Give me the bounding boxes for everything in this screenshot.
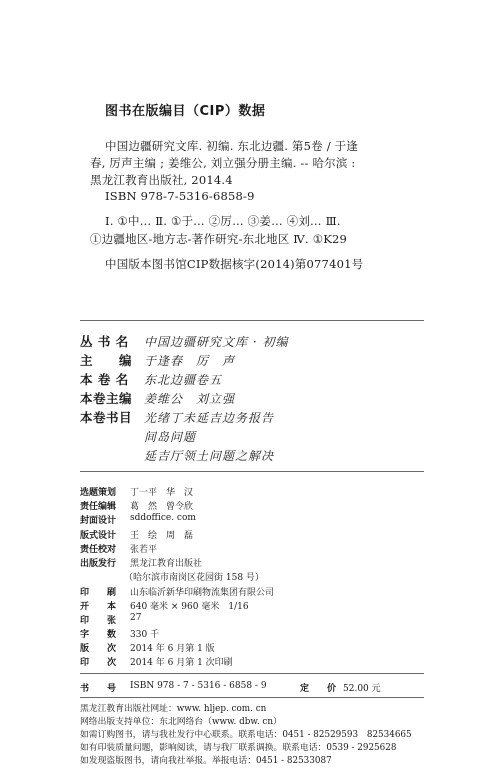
credit-value: 330 千 — [130, 630, 160, 640]
volume-editor-value: 姜维公 刘立强 — [144, 392, 236, 406]
credit-label: 责任校对 — [80, 545, 117, 555]
credit-value: 27 — [130, 613, 142, 623]
series-label: 丛 书 名 — [80, 334, 129, 349]
cip-title: 图书在版编目（CIP）数据 — [105, 104, 266, 119]
price-label: 定 价 — [300, 684, 337, 694]
credit-label: 印 刷 — [80, 588, 117, 598]
credit-label: 选题策划 — [80, 488, 117, 498]
divider-isbn-top — [80, 673, 424, 674]
credit-value: 2014 年 6 月第 1 次印刷 — [130, 658, 233, 668]
credit-label: 版 次 — [80, 644, 117, 654]
credit-label: 版式设计 — [80, 531, 117, 541]
credit-value: 黑龙江教育出版社 — [130, 559, 203, 569]
isbn-value: ISBN 978 - 7 - 5316 - 6858 - 9 — [130, 681, 267, 691]
credit-value: 王 绘 周 磊 — [130, 531, 194, 541]
footer-line: 网络出版支持单位：东北网络台（www. dbw. cn） — [80, 717, 282, 727]
contents-label: 本卷书目 — [80, 410, 133, 425]
cip-line-2: 春, 厉声主编 ; 姜维公, 刘立强分册主编. -- 哈尔滨 : — [90, 156, 356, 170]
credit-label: 责任编辑 — [80, 502, 117, 512]
footer-line: 如发现盗版图书，请向我社举报。举报电话：0451 - 82533087 — [80, 756, 332, 766]
cip-line-4: ISBN 978-7-5316-6858-9 — [105, 189, 255, 203]
volume-label: 本 卷 名 — [80, 372, 129, 387]
cip-line-1: 中国边疆研究文库. 初编. 东北边疆. 第5卷 / 于逢 — [105, 139, 359, 153]
isbn-label: 书 号 — [80, 684, 117, 694]
credit-label: 印 张 — [80, 616, 117, 626]
credit-label: 印 次 — [80, 658, 117, 668]
cip-line-6: ①边疆地区-地方志-著作研究-东北地区 Ⅳ. ①K29 — [90, 232, 348, 246]
cip-line-7: 中国版本图书馆CIP数据核字(2014)第077401号 — [105, 257, 364, 271]
credit-label: 出版发行 — [80, 559, 117, 569]
editor-value: 于逢春 厉 声 — [144, 354, 236, 368]
credit-value: 丁一平 华 汉 — [130, 488, 194, 498]
divider-mid — [80, 471, 424, 472]
credit-value: 2014 年 6 月第 1 版 — [130, 644, 215, 654]
credit-value: sddoffice. com — [130, 513, 196, 523]
credit-label: 开 本 — [80, 602, 117, 612]
cip-line-3: 黑龙江教育出版社, 2014.4 — [90, 173, 233, 187]
publisher-address: （哈尔滨市南岗区花园街 158 号） — [124, 573, 264, 583]
credit-value: 山东临沂新华印刷物流集团有限公司 — [130, 588, 275, 598]
contents-item-1: 光绪丁未延吉边务报告 — [144, 411, 275, 425]
price-value: 52.00 元 — [343, 684, 381, 694]
footer-line: 如需订购图书，请与我社发行中心联系。联系电话：0451 - 82529593 82534665 — [80, 730, 412, 740]
credit-label: 字 数 — [80, 630, 117, 640]
contents-item-3: 延吉厅领土问题之解决 — [144, 449, 275, 463]
footer-line: 黑龙江教育出版社网址：www. hljep. com. cn — [80, 704, 267, 714]
volume-value: 东北边疆卷五 — [144, 373, 223, 387]
divider-isbn-bottom — [80, 697, 424, 698]
contents-item-2: 间岛问题 — [144, 430, 197, 444]
series-value: 中国边疆研究文库 · 初编 — [144, 335, 289, 349]
divider-top — [80, 320, 424, 321]
editor-label: 主 编 — [80, 353, 133, 368]
credit-label: 封面设计 — [80, 516, 117, 526]
credit-value: 葛 然 曾令欣 — [130, 502, 194, 512]
footer-line: 如有印装质量问题，影响阅读，请与我厂联系调换。联系电话：0539 - 2925628 — [80, 743, 397, 753]
credit-value: 张若平 — [130, 545, 158, 555]
volume-editor-label: 本卷主编 — [80, 391, 133, 406]
credit-value: 640 毫米 × 960 毫米 1/16 — [130, 602, 249, 612]
cip-line-5: Ⅰ. ①中… Ⅱ. ①于… ②厉… ③姜… ④刘… Ⅲ. — [105, 214, 341, 228]
